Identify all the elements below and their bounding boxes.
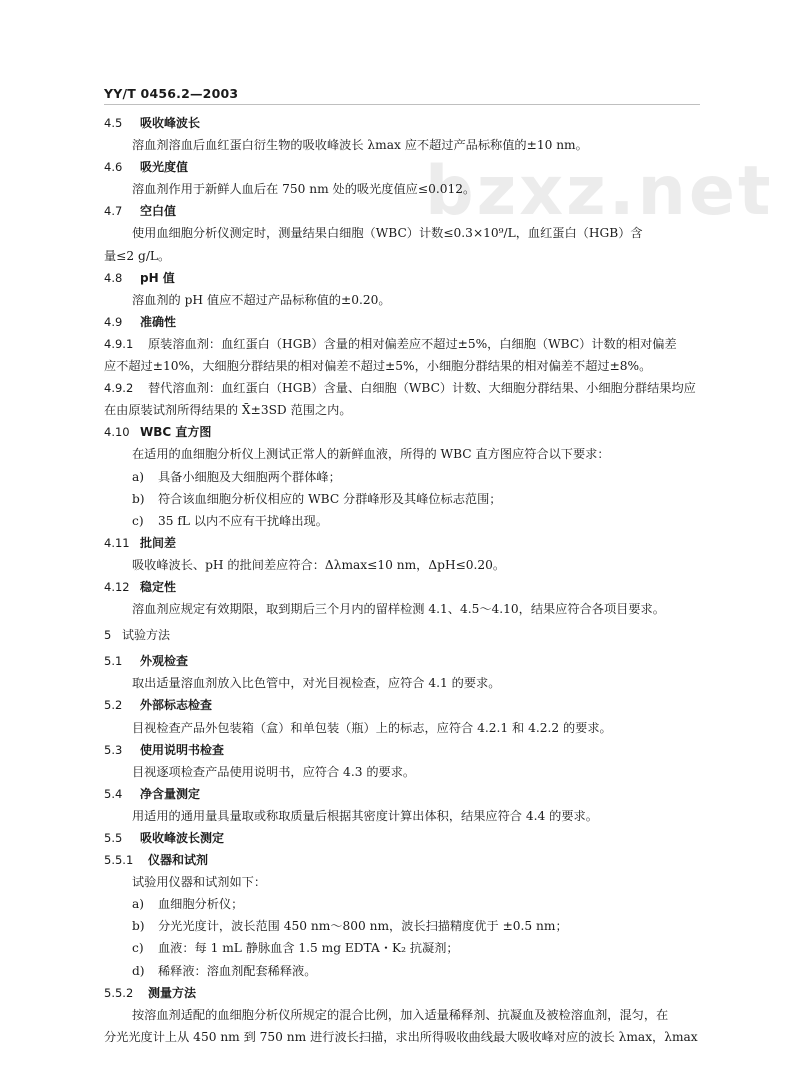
- clause-number: 4.7: [104, 204, 123, 219]
- clause-title: pH 值: [140, 270, 175, 285]
- subclause-heading: [104, 849, 704, 871]
- clause-heading: [104, 783, 704, 805]
- clause-heading: [104, 311, 704, 333]
- list-label: c): [132, 513, 144, 528]
- clause-text-continued: 分光光度计上从 450 nm 到 750 nm 进行波长扫描，求出所得吸收曲线最大吸收峰对应的波长 λmax，λmax: [104, 1029, 698, 1044]
- clause-heading: [104, 827, 704, 849]
- clause-title: 外部标志检查: [140, 698, 213, 713]
- clause-number: 4.10: [104, 425, 130, 440]
- list-label: b): [132, 491, 145, 506]
- clause-title: 吸光度值: [140, 160, 189, 175]
- list-item: [104, 893, 704, 915]
- list-text: 血液：每 1 mL 静脉血含 1.5 mg EDTA・K₂ 抗凝剂；: [158, 941, 459, 956]
- clause-title: 准确性: [140, 314, 177, 329]
- clause-number: 5.3: [104, 742, 123, 757]
- clause-heading: [104, 200, 704, 222]
- list-item: [104, 466, 704, 488]
- clause-heading: [104, 532, 704, 554]
- clause-text-continued: 在由原装试剂所得结果的 X̄±3SD 范围之内。: [104, 403, 352, 418]
- clause-heading: [104, 739, 704, 761]
- clause-title: 稳定性: [140, 579, 177, 594]
- clause-number: 4.12: [104, 579, 130, 594]
- clause-number: 5.2: [104, 698, 123, 713]
- list-label: d): [132, 963, 145, 978]
- clause-number: 4.9.2: [104, 381, 134, 396]
- clause-text: 在适用的血细胞分析仪上测试正常人的新鲜血液，所得的 WBC 直方图应符合以下要求：: [132, 447, 610, 462]
- clause-title: 仪器和试剂: [148, 853, 209, 868]
- list-text: 具备小细胞及大细胞两个群体峰；: [158, 469, 341, 484]
- section-heading: [104, 624, 704, 646]
- clause-number: 4.9: [104, 314, 123, 329]
- clause-text: 试验用仪器和试剂如下：: [132, 875, 267, 890]
- clause-title: 使用说明书检查: [140, 742, 225, 757]
- list-text: 稀释液：溶血剂配套稀释液。: [158, 963, 317, 978]
- clause-heading: [104, 156, 704, 178]
- list-item: [104, 937, 704, 959]
- list-text: 35 fL 以内不应有干扰峰出现。: [158, 513, 328, 528]
- document-body: [104, 112, 704, 1048]
- clause-number: 4.11: [104, 535, 130, 550]
- clause-text: 按溶血剂适配的血细胞分析仪所规定的混合比例，加入适量稀释剂、抗凝血及被检溶血剂，混匀，在: [132, 1007, 669, 1022]
- section-title: 试验方法: [122, 628, 171, 643]
- subclause: [104, 333, 704, 355]
- clause-text: 溶血剂的 pH 值应不超过产品标称值的±0.20。: [132, 292, 391, 307]
- clause-text: 取出适量溶血剂放入比色管中，对光目视检查，应符合 4.1 的要求。: [132, 676, 501, 691]
- clause-number: 4.8: [104, 270, 123, 285]
- clause-title: 吸收峰波长测定: [140, 831, 225, 845]
- clause-title: 净含量测定: [140, 786, 201, 801]
- list-item: [104, 488, 704, 510]
- clause-number: 4.6: [104, 160, 123, 175]
- clause-heading: [104, 421, 704, 443]
- header-divider: [104, 104, 700, 105]
- clause-text-continued: 量≤2 g/L。: [104, 248, 171, 263]
- clause-text: 溶血剂应规定有效期限，取到期后三个月内的留样检测 4.1、4.5～4.10，结果应符合各项目要求。: [132, 602, 665, 617]
- clause-heading: [104, 112, 704, 134]
- clause-text: 用适用的通用量具量取或称取质量后根据其密度计算出体积，结果应符合 4.4 的要求。: [132, 808, 598, 823]
- clause-number: 5.5.1: [104, 853, 134, 868]
- list-text: 符合该血细胞分析仪相应的 WBC 分群峰形及其峰位标志范围；: [158, 491, 502, 506]
- clause-text: 原装溶血剂：血红蛋白（HGB）含量的相对偏差应不超过±5%，白细胞（WBC）计数的相对偏差: [148, 336, 677, 351]
- list-label: b): [132, 919, 145, 934]
- clause-title: 批间差: [140, 535, 177, 550]
- section-number: 5: [104, 628, 112, 643]
- subclause: [104, 377, 704, 399]
- clause-title: 测量方法: [148, 985, 197, 1000]
- list-item: [104, 915, 704, 937]
- list-item: [104, 960, 704, 982]
- list-text: 分光光度计，波长范围 450 nm～800 nm，波长扫描精度优于 ±0.5 nm；: [158, 919, 568, 934]
- clause-text-continued: 应不超过±10%，大细胞分群结果的相对偏差不超过±5%，小细胞分群结果的相对偏差不超过±8%。: [104, 359, 652, 374]
- clause-text: 目视检查产品外包装箱（盒）和单包装（瓶）上的标志，应符合 4.2.1 和 4.2.2 的要求。: [132, 720, 612, 735]
- clause-text: 目视逐项检查产品使用说明书，应符合 4.3 的要求。: [132, 764, 416, 779]
- standard-code: YY/T 0456.2—2003: [104, 86, 239, 101]
- clause-number: 5.5: [104, 831, 123, 845]
- list-item: [104, 510, 704, 532]
- clause-title: 外观检查: [140, 654, 189, 669]
- clause-number: 5.1: [104, 654, 123, 669]
- clause-text: 吸收峰波长、pH 的批间差应符合：Δλmax≤10 nm，ΔpH≤0.20。: [132, 557, 506, 572]
- clause-text: 溶血剂作用于新鲜人血后在 750 nm 处的吸光度值应≤0.012。: [132, 182, 476, 197]
- clause-heading: [104, 576, 704, 598]
- clause-title: 空白值: [140, 204, 177, 219]
- clause-text: 溶血剂溶血后血红蛋白衍生物的吸收峰波长 λmax 应不超过产品标称值的±10 nm。: [132, 138, 588, 153]
- clause-heading: [104, 694, 704, 716]
- clause-number: 4.9.1: [104, 336, 134, 351]
- list-text: 血细胞分析仪；: [158, 897, 244, 912]
- clause-title: 吸收峰波长: [140, 116, 201, 130]
- list-label: a): [132, 469, 145, 484]
- clause-text: 替代溶血剂：血红蛋白（HGB）含量、白细胞（WBC）计数、大细胞分群结果、小细胞分群结果均应: [148, 381, 696, 396]
- watermark: bzxz.net: [425, 152, 774, 231]
- clause-heading: [104, 650, 704, 672]
- clause-title: WBC 直方图: [140, 425, 212, 440]
- list-label: a): [132, 897, 145, 912]
- subclause-heading: [104, 982, 704, 1004]
- list-label: c): [132, 941, 144, 956]
- clause-heading: [104, 267, 704, 289]
- clause-number: 5.4: [104, 786, 123, 801]
- clause-number: 5.5.2: [104, 985, 134, 1000]
- clause-text: 使用血细胞分析仪测定时，测量结果白细胞（WBC）计数≤0.3×10⁹/L，血红蛋白（HGB）含: [132, 226, 643, 241]
- clause-number: 4.5: [104, 116, 123, 130]
